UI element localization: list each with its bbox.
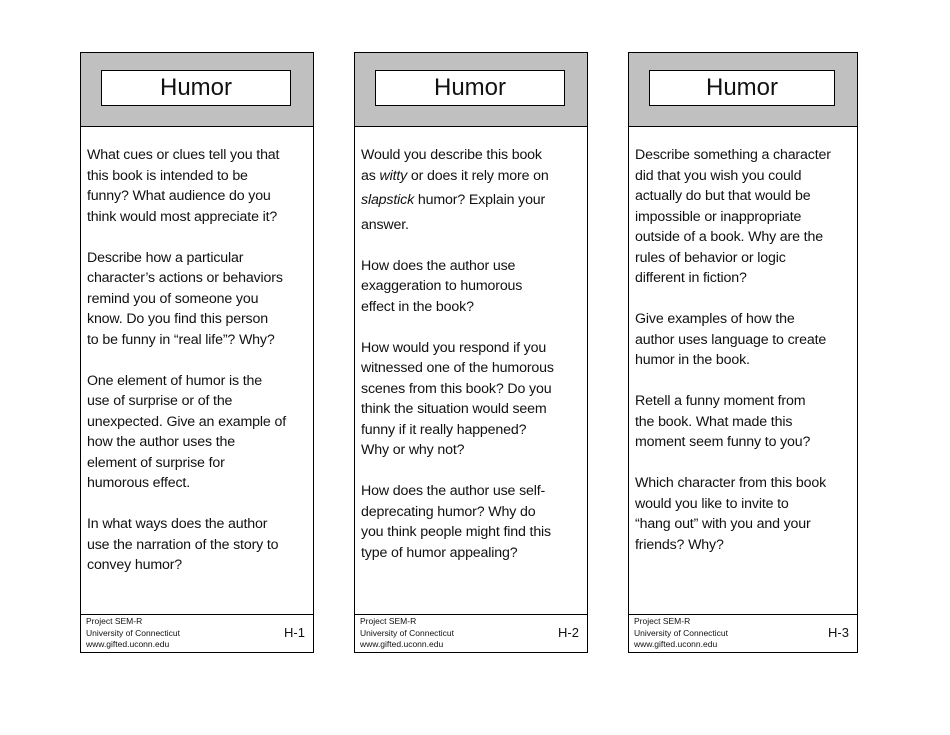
question-paragraph <box>87 371 309 494</box>
text-line <box>635 145 853 166</box>
text-segment: would you like to invite to <box>635 495 789 512</box>
text-line <box>361 420 583 441</box>
text-segment: did that you wish you could <box>635 167 802 184</box>
university-name: University of Connecticut <box>634 627 729 638</box>
text-segment: as <box>361 167 380 184</box>
text-line <box>361 166 583 191</box>
text-segment: What cues or clues tell you that <box>87 147 280 163</box>
text-line <box>87 514 309 535</box>
text-segment: the book. What made this <box>635 413 793 430</box>
text-line <box>635 227 853 248</box>
text-segment: or does it rely more on <box>407 167 549 184</box>
card-h2 <box>354 52 588 653</box>
text-line <box>635 473 853 494</box>
card-title: Humor <box>375 70 565 106</box>
text-line <box>87 473 309 494</box>
text-segment: Describe something a character <box>635 147 831 163</box>
question-paragraph <box>361 338 583 461</box>
text-segment: use the narration of the story to <box>87 536 279 553</box>
text-segment: element of surprise for <box>87 454 225 471</box>
text-line <box>87 412 309 433</box>
text-segment: you think people might find this <box>361 524 552 540</box>
question-paragraph <box>87 514 309 576</box>
card-footer <box>629 614 857 652</box>
text-line <box>361 256 583 277</box>
card-title: Humor <box>649 70 835 106</box>
text-line <box>361 522 583 543</box>
text-segment: humor in the book. <box>635 352 750 368</box>
text-segment: funny if it really happened? <box>361 421 527 438</box>
text-segment: know. Do you find this person <box>87 311 268 327</box>
text-segment: Describe how a particular <box>87 249 244 266</box>
text-line <box>635 494 853 515</box>
text-line <box>361 338 583 359</box>
text-line <box>361 297 583 318</box>
text-segment: humorous effect. <box>87 475 191 491</box>
question-list <box>87 145 309 596</box>
question-paragraph <box>361 145 583 235</box>
text-segment: witnessed one of the humorous <box>361 360 554 376</box>
text-line <box>361 502 583 523</box>
organization-info <box>360 616 454 651</box>
text-line <box>635 166 853 187</box>
text-segment: type of humor appealing? <box>361 544 518 561</box>
text-line <box>635 248 853 269</box>
text-line <box>87 268 309 289</box>
text-segment: deprecating humor? Why do <box>361 503 536 520</box>
text-segment: use of surprise or of the <box>87 393 233 409</box>
question-paragraph <box>635 309 853 371</box>
text-segment: unexpected. Give an example of <box>87 413 286 430</box>
card-code: H-2 <box>558 625 579 640</box>
text-line <box>635 330 853 351</box>
text-line <box>635 309 853 330</box>
text-segment: answer. <box>361 216 409 233</box>
project-name: Project SEM-R <box>86 616 143 626</box>
text-segment: effect in the book? <box>361 298 474 315</box>
text-segment: think the situation would seem <box>361 401 547 417</box>
text-line <box>87 371 309 392</box>
text-segment: funny? What audience do you <box>87 188 271 204</box>
text-line <box>635 207 853 228</box>
text-segment: How would you respond if you <box>361 339 547 356</box>
text-line <box>87 432 309 453</box>
card-h1 <box>80 52 314 653</box>
text-line <box>635 391 853 412</box>
question-list <box>361 145 583 584</box>
website-link: www.gifted.uconn.edu <box>86 639 170 649</box>
card-title: Humor <box>101 70 291 106</box>
text-segment: Why or why not? <box>361 442 465 458</box>
organization-info <box>86 616 180 651</box>
question-paragraph <box>361 481 583 563</box>
text-line <box>635 412 853 433</box>
text-line <box>361 543 583 564</box>
italic-text-segment: slapstick <box>361 192 415 208</box>
text-line <box>87 330 309 351</box>
text-segment: Which character from this book <box>635 475 827 491</box>
text-line <box>87 453 309 474</box>
question-paragraph <box>635 473 853 555</box>
website-link: www.gifted.uconn.edu <box>360 639 444 649</box>
text-segment: exaggeration to humorous <box>361 278 523 294</box>
text-line <box>635 350 853 371</box>
text-segment: scenes from this book? Do you <box>361 380 552 397</box>
website-link: www.gifted.uconn.edu <box>634 639 718 649</box>
text-segment: impossible or inappropriate <box>635 208 802 225</box>
text-line <box>635 268 853 289</box>
text-line <box>361 276 583 297</box>
text-segment: character’s actions or behaviors <box>87 270 283 286</box>
text-segment: Retell a funny moment from <box>635 393 806 409</box>
question-paragraph <box>87 248 309 351</box>
text-line <box>87 309 309 330</box>
text-line <box>635 432 853 453</box>
question-paragraph <box>635 145 853 289</box>
text-line <box>87 207 309 228</box>
text-segment: One element of humor is the <box>87 372 262 389</box>
card-code: H-3 <box>828 625 849 640</box>
text-line <box>635 186 853 207</box>
organization-info <box>634 616 728 651</box>
text-line <box>361 440 583 461</box>
university-name: University of Connecticut <box>86 627 181 638</box>
text-segment: “hang out” with you and your <box>635 516 811 532</box>
card-footer <box>355 614 587 652</box>
text-segment: how the author uses the <box>87 434 235 450</box>
card-h3 <box>628 52 858 653</box>
text-segment: this book is intended to be <box>87 167 248 184</box>
text-segment: think would most appreciate it? <box>87 208 278 225</box>
question-list <box>635 145 853 576</box>
text-line <box>361 399 583 420</box>
card-code: H-1 <box>284 625 305 640</box>
text-line <box>87 186 309 207</box>
card-header <box>81 53 313 127</box>
question-paragraph <box>361 256 583 318</box>
text-line <box>87 391 309 412</box>
text-segment: convey humor? <box>87 557 183 573</box>
text-segment: How does the author use self- <box>361 483 546 499</box>
text-line <box>361 379 583 400</box>
text-line <box>87 145 309 166</box>
text-segment: How does the author use <box>361 257 516 274</box>
text-line <box>361 215 583 236</box>
project-name: Project SEM-R <box>634 616 691 626</box>
text-segment: author uses language to create <box>635 331 827 348</box>
text-segment: Would you describe this book <box>361 147 542 163</box>
text-segment: to be funny in “real life”? Why? <box>87 331 275 348</box>
card-header <box>355 53 587 127</box>
text-line <box>635 535 853 556</box>
text-segment: Give examples of how the <box>635 311 795 327</box>
text-line <box>361 481 583 502</box>
text-line <box>361 145 583 166</box>
university-name: University of Connecticut <box>360 627 455 638</box>
text-line <box>361 190 583 215</box>
text-line <box>87 289 309 310</box>
text-segment: friends? Why? <box>635 536 724 553</box>
text-line <box>87 535 309 556</box>
card-header <box>629 53 857 127</box>
question-paragraph <box>635 391 853 453</box>
text-line <box>635 514 853 535</box>
text-segment: remind you of someone you <box>87 290 259 307</box>
italic-text-segment: witty <box>379 167 408 184</box>
question-paragraph <box>87 145 309 227</box>
text-line <box>87 166 309 187</box>
text-segment: outside of a book. Why are the <box>635 229 823 245</box>
text-segment: rules of behavior or logic <box>635 249 786 266</box>
text-segment: humor? Explain your <box>414 192 546 208</box>
text-line <box>87 555 309 576</box>
text-line <box>361 358 583 379</box>
card-footer <box>81 614 313 652</box>
text-line <box>87 248 309 269</box>
project-name: Project SEM-R <box>360 616 417 626</box>
text-segment: moment seem funny to you? <box>635 434 811 450</box>
text-segment: actually do but that would be <box>635 188 811 204</box>
text-segment: different in fiction? <box>635 270 747 286</box>
text-segment: In what ways does the author <box>87 516 268 532</box>
